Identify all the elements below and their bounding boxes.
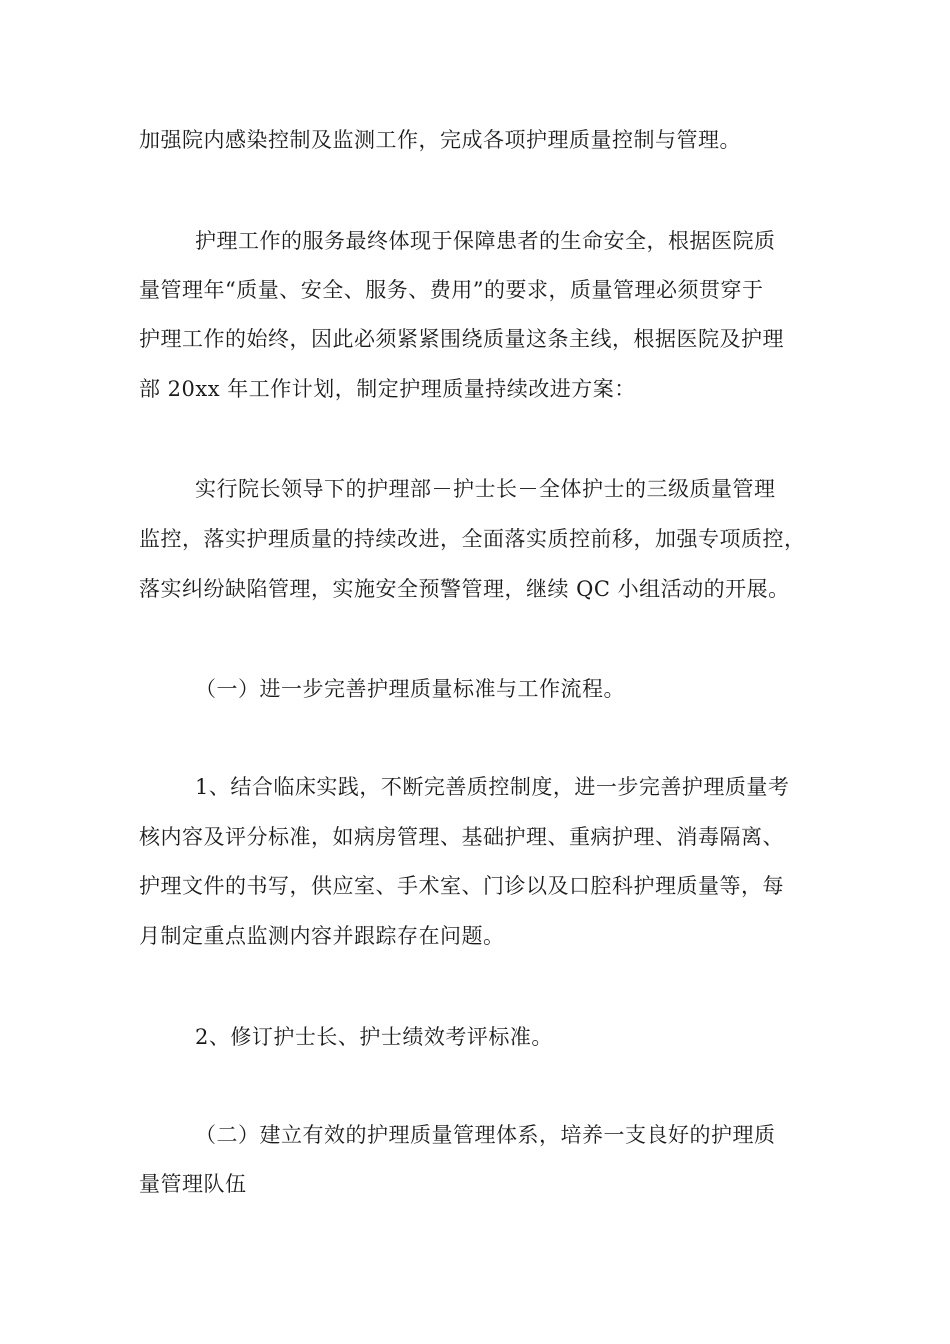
paragraph-2-line-1: 护理工作的服务最终体现于保障患者的生命安全，根据医院质: [195, 229, 776, 253]
paragraph-6-line-1: 2、修订护士长、护士绩效考评标准。: [195, 1025, 553, 1049]
paragraph-3-line-3: 落实纠纷缺陷管理，实施安全预警管理，继续 QC 小组活动的开展。: [139, 577, 790, 601]
paragraph-5-line-2: 核内容及评分标准，如病房管理、基础护理、重病护理、消毒隔离、: [139, 825, 784, 849]
paragraph-5-line-4: 月制定重点监测内容并跟踪存在问题。: [139, 924, 505, 948]
paragraph-3-line-1: 实行院长领导下的护理部－护士长－全体护士的三级质量管理: [195, 477, 776, 501]
section-heading-1: （一）进一步完善护理质量标准与工作流程。: [195, 677, 625, 701]
paragraph-2-line-4: 部 20xx 年工作计划，制定护理质量持续改进方案：: [139, 377, 636, 401]
section-heading-2-line-1: （二）建立有效的护理质量管理体系，培养一支良好的护理质: [195, 1123, 776, 1147]
paragraph-1-line-1: 加强院内感染控制及监测工作，完成各项护理质量控制与管理。: [139, 128, 741, 152]
section-heading-2-line-2: 量管理队伍: [139, 1172, 247, 1196]
paragraph-5-line-1: 1、结合临床实践，不断完善质控制度，进一步完善护理质量考: [195, 775, 790, 799]
paragraph-3-line-2: 监控，落实护理质量的持续改进，全面落实质控前移，加强专项质控，: [139, 527, 806, 551]
paragraph-2-line-2: 量管理年“质量、安全、服务、费用”的要求，质量管理必须贯穿于: [139, 278, 764, 302]
paragraph-5-line-3: 护理文件的书写，供应室、手术室、门诊以及口腔科护理质量等，每: [139, 874, 784, 898]
paragraph-2-line-3: 护理工作的始终，因此必须紧紧围绕质量这条主线，根据医院及护理: [139, 327, 784, 351]
